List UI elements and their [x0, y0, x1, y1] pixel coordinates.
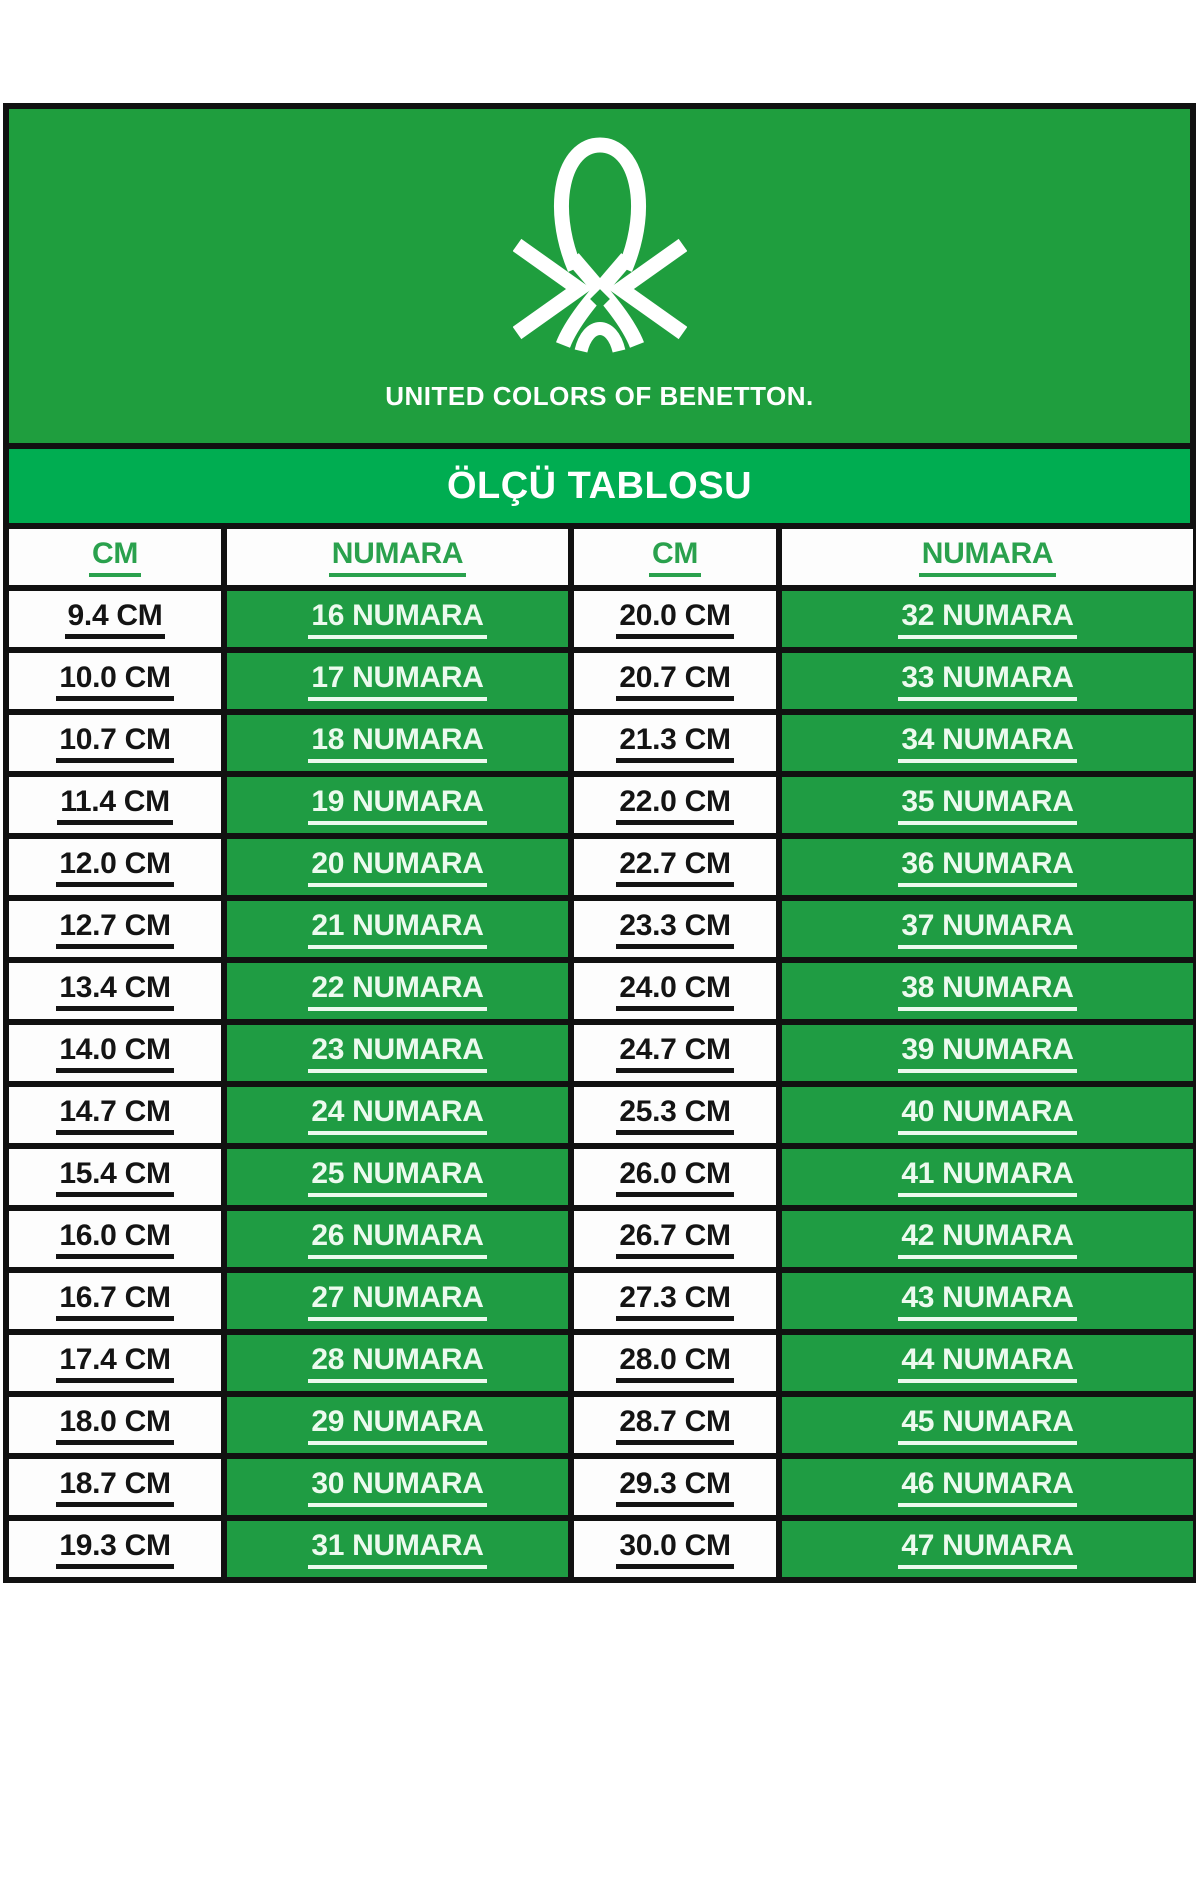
cm-cell: 9.4 CM — [9, 588, 224, 650]
cm-cell: 21.3 CM — [571, 712, 779, 774]
cm-cell: 24.7 CM — [571, 1022, 779, 1084]
size-table-row — [9, 774, 1193, 836]
numara-cell: 43 NUMARA — [779, 1270, 1193, 1332]
cm-cell: 11.4 CM — [9, 774, 224, 836]
numara-cell: 34 NUMARA — [779, 712, 1193, 774]
table-title-banner — [9, 443, 1190, 523]
size-chart-frame — [3, 103, 1196, 1583]
numara-cell: 18 NUMARA — [224, 712, 571, 774]
numara-cell: 21 NUMARA — [224, 898, 571, 960]
cm-cell: 28.0 CM — [571, 1332, 779, 1394]
numara-cell: 22 NUMARA — [224, 960, 571, 1022]
cm-cell: 25.3 CM — [571, 1084, 779, 1146]
header-label: CM — [649, 538, 701, 577]
numara-cell: 24 NUMARA — [224, 1084, 571, 1146]
header-numara-left — [224, 526, 571, 588]
cm-cell: 18.0 CM — [9, 1394, 224, 1456]
numara-cell: 29 NUMARA — [224, 1394, 571, 1456]
numara-cell: 47 NUMARA — [779, 1518, 1193, 1580]
cm-cell: 16.7 CM — [9, 1270, 224, 1332]
header-numara-right — [779, 526, 1193, 588]
numara-cell: 42 NUMARA — [779, 1208, 1193, 1270]
numara-cell: 28 NUMARA — [224, 1332, 571, 1394]
size-table-row — [9, 1332, 1193, 1394]
cm-cell: 19.3 CM — [9, 1518, 224, 1580]
table-title: ÖLÇÜ TABLOSU — [446, 464, 753, 507]
numara-cell: 32 NUMARA — [779, 588, 1193, 650]
numara-cell: 37 NUMARA — [779, 898, 1193, 960]
brand-header — [9, 109, 1190, 443]
cm-cell: 14.7 CM — [9, 1084, 224, 1146]
numara-cell: 30 NUMARA — [224, 1456, 571, 1518]
cm-cell: 24.0 CM — [571, 960, 779, 1022]
cm-cell: 17.4 CM — [9, 1332, 224, 1394]
numara-cell: 38 NUMARA — [779, 960, 1193, 1022]
size-table-row — [9, 1518, 1193, 1580]
numara-cell: 20 NUMARA — [224, 836, 571, 898]
size-table-row — [9, 712, 1193, 774]
cm-cell: 16.0 CM — [9, 1208, 224, 1270]
size-table-row — [9, 588, 1193, 650]
cm-cell: 23.3 CM — [571, 898, 779, 960]
numara-cell: 27 NUMARA — [224, 1270, 571, 1332]
size-table-row — [9, 1270, 1193, 1332]
numara-cell: 19 NUMARA — [224, 774, 571, 836]
header-label: NUMARA — [919, 538, 1057, 577]
cm-cell: 26.7 CM — [571, 1208, 779, 1270]
cm-cell: 10.7 CM — [9, 712, 224, 774]
numara-cell: 16 NUMARA — [224, 588, 571, 650]
size-table-row — [9, 1146, 1193, 1208]
size-table-row — [9, 1022, 1193, 1084]
numara-cell: 40 NUMARA — [779, 1084, 1193, 1146]
cm-cell: 10.0 CM — [9, 650, 224, 712]
header-label: CM — [89, 538, 141, 577]
size-table-row — [9, 960, 1193, 1022]
header-cm-left — [9, 526, 224, 588]
brand-wordmark: UNITED COLORS OF BENETTON. — [385, 381, 814, 411]
header-cm-right — [571, 526, 779, 588]
numara-cell: 25 NUMARA — [224, 1146, 571, 1208]
numara-cell: 46 NUMARA — [779, 1456, 1193, 1518]
cm-cell: 12.0 CM — [9, 836, 224, 898]
numara-cell: 41 NUMARA — [779, 1146, 1193, 1208]
cm-cell: 20.7 CM — [571, 650, 779, 712]
size-table — [9, 523, 1193, 1583]
numara-cell: 36 NUMARA — [779, 836, 1193, 898]
size-table-row — [9, 1084, 1193, 1146]
numara-cell: 26 NUMARA — [224, 1208, 571, 1270]
numara-cell: 39 NUMARA — [779, 1022, 1193, 1084]
cm-cell: 14.0 CM — [9, 1022, 224, 1084]
header-label: NUMARA — [329, 538, 467, 577]
size-table-row — [9, 898, 1193, 960]
cm-cell: 30.0 CM — [571, 1518, 779, 1580]
size-table-row — [9, 1456, 1193, 1518]
cm-cell: 20.0 CM — [571, 588, 779, 650]
numara-cell: 35 NUMARA — [779, 774, 1193, 836]
cm-cell: 22.0 CM — [571, 774, 779, 836]
numara-cell: 45 NUMARA — [779, 1394, 1193, 1456]
size-table-header-row — [9, 526, 1193, 588]
cm-cell: 26.0 CM — [571, 1146, 779, 1208]
cm-cell: 29.3 CM — [571, 1456, 779, 1518]
size-table-row — [9, 1394, 1193, 1456]
benetton-knot-logo — [513, 135, 687, 355]
cm-cell: 18.7 CM — [9, 1456, 224, 1518]
size-table-row — [9, 650, 1193, 712]
numara-cell: 23 NUMARA — [224, 1022, 571, 1084]
numara-cell: 17 NUMARA — [224, 650, 571, 712]
numara-cell: 31 NUMARA — [224, 1518, 571, 1580]
cm-cell: 15.4 CM — [9, 1146, 224, 1208]
size-table-row — [9, 1208, 1193, 1270]
numara-cell: 44 NUMARA — [779, 1332, 1193, 1394]
size-table-row — [9, 836, 1193, 898]
cm-cell: 28.7 CM — [571, 1394, 779, 1456]
cm-cell: 22.7 CM — [571, 836, 779, 898]
cm-cell: 13.4 CM — [9, 960, 224, 1022]
cm-cell: 12.7 CM — [9, 898, 224, 960]
cm-cell: 27.3 CM — [571, 1270, 779, 1332]
numara-cell: 33 NUMARA — [779, 650, 1193, 712]
